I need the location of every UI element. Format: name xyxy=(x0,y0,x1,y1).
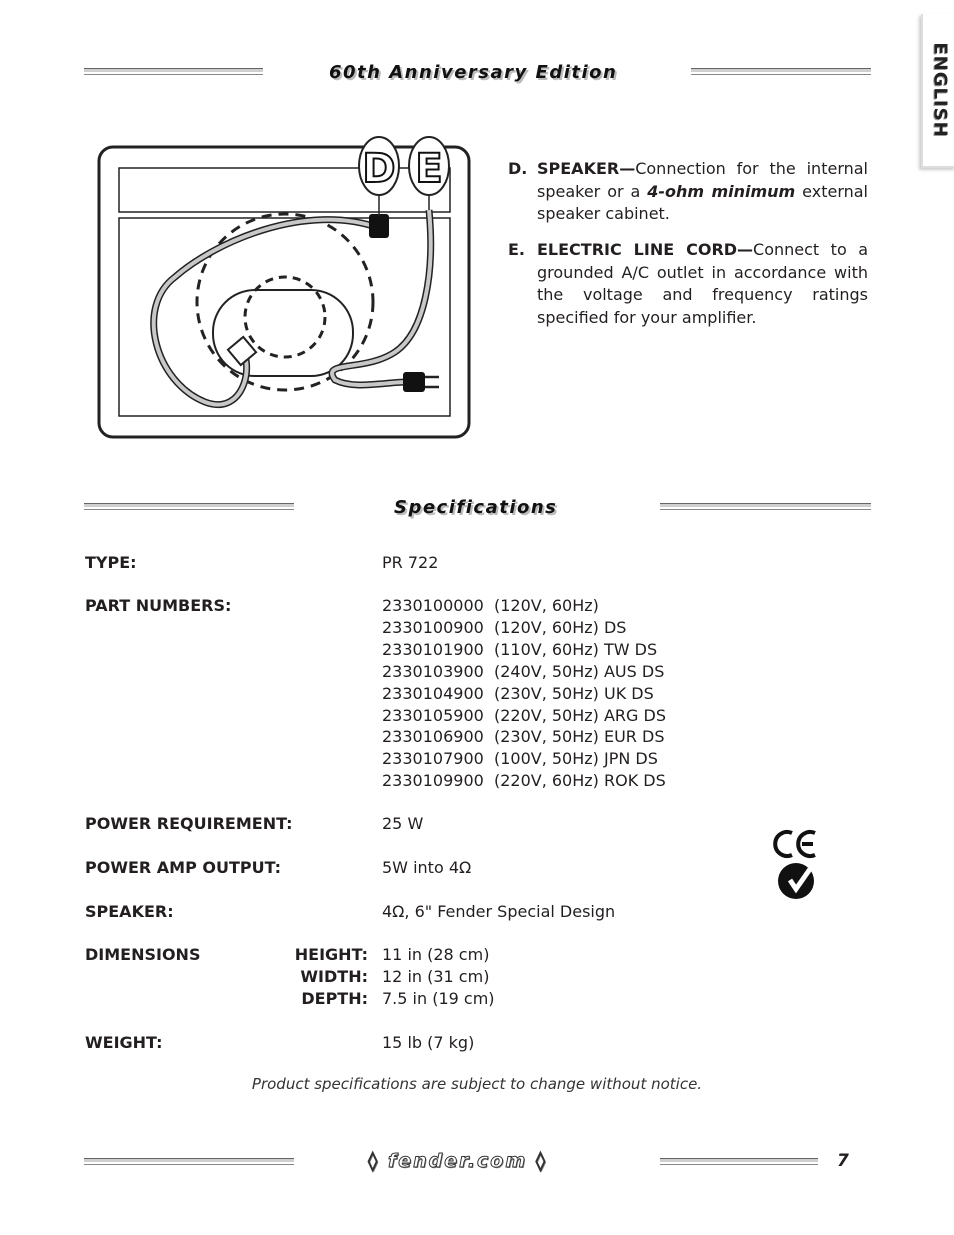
part-number-item: 2330105900 (220V, 50Hz) ARG DS xyxy=(382,705,667,725)
ce-mark-icon xyxy=(773,828,819,860)
description-text: Connect to a grounded A/C outlet in accordance with the voltage and frequency ratings specified for your amplifier. xyxy=(537,240,868,327)
spec-label-depth: DEPTH: xyxy=(301,989,368,1008)
description-marker: D. xyxy=(508,159,528,178)
header-rule-right xyxy=(691,67,871,77)
rear-panel-board xyxy=(119,218,450,416)
part-number-item: 2330109900 (220V, 60Hz) ROK DS xyxy=(382,771,666,791)
control-panel-strip xyxy=(119,168,450,212)
spec-value-depth: 7.5 in (19 cm) xyxy=(382,989,495,1008)
spec-value-height: 11 in (28 cm) xyxy=(382,945,490,964)
part-number-item: 2330100000 (120V, 60Hz) xyxy=(382,596,599,615)
spec-label-type: TYPE: xyxy=(85,553,137,572)
footer-website: ◊ fender.com ◊ xyxy=(368,1150,548,1172)
part-number-item: 2330103900 (240V, 50Hz) AUS DS xyxy=(382,661,665,681)
spec-label-speaker: SPEAKER: xyxy=(85,902,174,921)
footer-rule-right xyxy=(660,1157,818,1167)
language-tab xyxy=(921,14,954,168)
part-number-item: 2330106900 (230V, 50Hz) EUR DS xyxy=(382,727,665,747)
spec-label-power: POWER REQUIREMENT: xyxy=(85,814,293,833)
part-number-item: 2330104900 (230V, 50Hz) UK DS xyxy=(382,683,654,703)
language-tab-label: ENGLISH xyxy=(929,42,950,138)
specs-rule-right xyxy=(660,502,871,512)
part-number-item: 2330107900 (100V, 50Hz) JPN DS xyxy=(382,749,658,769)
spec-label-weight: WEIGHT: xyxy=(85,1033,163,1052)
description-speaker xyxy=(508,158,868,226)
description-text: Connection for the internal speaker or a xyxy=(537,159,868,201)
label-d: D xyxy=(362,146,396,192)
spec-value-amp: 5W into 4Ω xyxy=(382,858,472,877)
page-number: 7 xyxy=(837,1151,849,1171)
spec-value-speaker: 4Ω, 6" Fender Special Design xyxy=(382,902,616,921)
description-name: ELECTRIC LINE CORD— xyxy=(537,240,754,259)
spec-label-height: HEIGHT: xyxy=(294,945,368,964)
footer-rule-left xyxy=(84,1157,294,1167)
spec-value-weight: 15 lb (7 kg) xyxy=(382,1033,475,1052)
c-tick-mark-icon xyxy=(776,862,818,900)
description-line-cord xyxy=(508,239,868,329)
header-rule-left xyxy=(84,67,263,77)
spec-value-power: 25 W xyxy=(382,814,424,833)
part-number-item: 2330101900 (110V, 60Hz) TW DS xyxy=(382,639,658,659)
description-marker: E. xyxy=(508,240,526,259)
spec-value-type: PR 722 xyxy=(382,553,439,572)
ac-plug xyxy=(403,372,425,392)
speaker-plug xyxy=(369,214,389,238)
header-title: 60th Anniversary Edition xyxy=(329,62,618,83)
specs-rule-left xyxy=(84,502,294,512)
description-emphasis: 4-ohm minimum xyxy=(647,181,796,201)
label-e: E xyxy=(415,146,443,192)
specs-title: Specifications xyxy=(394,497,558,518)
part-number-list xyxy=(382,595,666,792)
description-name: SPEAKER— xyxy=(537,159,636,178)
spec-label-dimensions: DIMENSIONS xyxy=(85,945,201,964)
description-text: external speaker cabinet. xyxy=(537,181,868,223)
rear-panel-diagram xyxy=(95,132,475,442)
spec-label-parts: PART NUMBERS: xyxy=(85,596,232,615)
part-number-item: 2330100900 (120V, 60Hz) DS xyxy=(382,617,627,637)
spec-label-width: WIDTH: xyxy=(300,967,368,986)
disclaimer-note: Product specifications are subject to change without notice. xyxy=(251,1075,703,1093)
spec-label-amp: POWER AMP OUTPUT: xyxy=(85,858,282,877)
spec-value-width: 12 in (31 cm) xyxy=(382,967,490,986)
